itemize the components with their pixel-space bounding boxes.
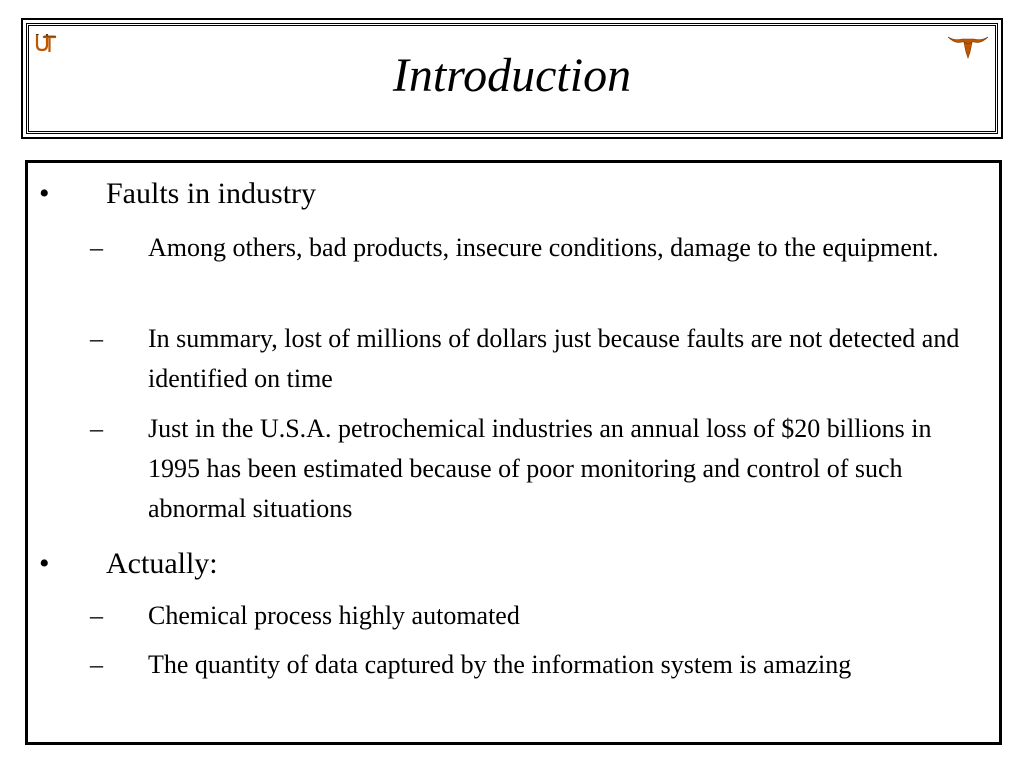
bullet-marker: • xyxy=(39,547,50,580)
bullet-marker: • xyxy=(39,177,50,210)
sub-bullet-text: Chemical process highly automated xyxy=(148,601,520,630)
sub-bullet-marker: – xyxy=(90,650,103,679)
content-box xyxy=(25,160,1002,745)
sub-bullet-marker: – xyxy=(90,233,103,262)
sub-bullet-marker: – xyxy=(90,414,103,443)
longhorn-icon xyxy=(947,34,989,60)
sub-bullet-text: The quantity of data captured by the information system is amazing xyxy=(148,650,852,679)
sub-bullet-marker: – xyxy=(90,601,103,630)
sub-bullet-text: In summary, lost of millions of dollars just because faults are not detected and identified on time xyxy=(148,324,960,393)
sub-bullet-text: Just in the U.S.A. petrochemical industries an annual loss of $20 billions in 1995 has been estimated because of poor monitoring and control of such abnormal situations xyxy=(148,414,932,523)
slide-title: Introduction xyxy=(392,49,632,102)
sub-bullet-text: Among others, bad products, insecure conditions, damage to the equipment. xyxy=(148,233,939,262)
ut-logo-icon xyxy=(35,34,57,52)
title-box xyxy=(21,18,1003,139)
sub-bullet-marker: – xyxy=(90,324,103,353)
bullet-text: Actually: xyxy=(106,547,218,580)
bullet-text: Faults in industry xyxy=(106,177,317,210)
